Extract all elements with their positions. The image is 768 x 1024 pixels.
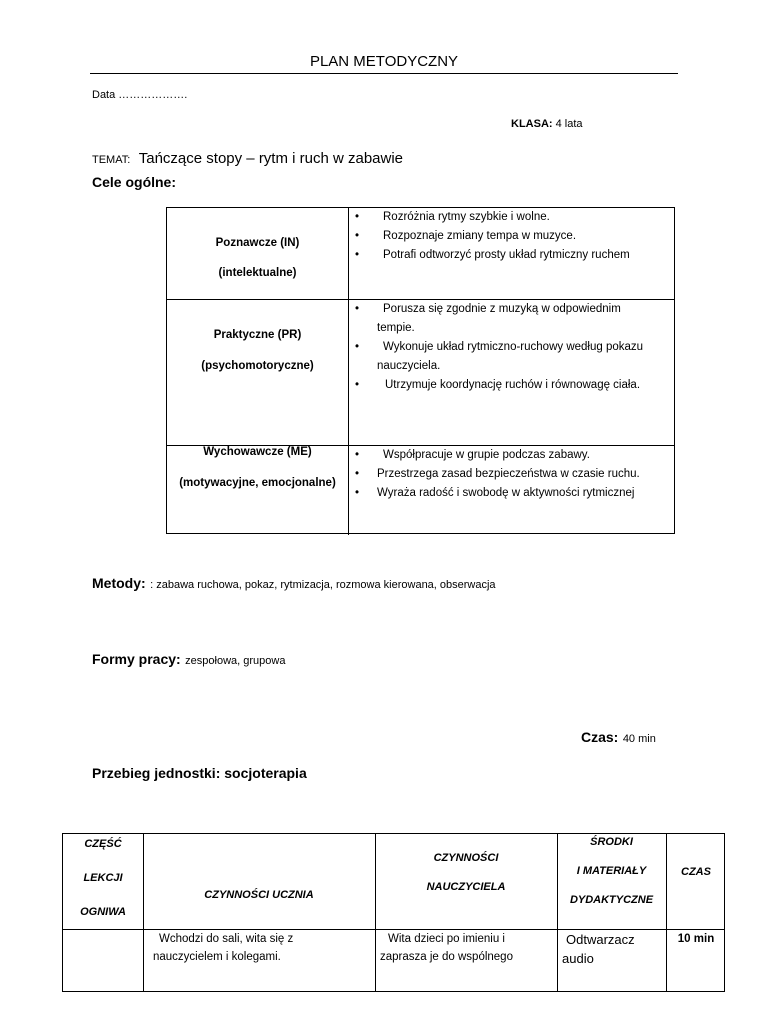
bullet-icon: •: [355, 303, 360, 315]
temat-line: [92, 150, 403, 168]
table-col-divider: [666, 834, 667, 991]
goal-sub: (intelektualne): [218, 267, 297, 279]
date-line: Data ……………….: [92, 89, 188, 101]
goals-table: [166, 207, 675, 534]
bullet-icon: •: [355, 379, 360, 391]
klasa-label: KLASA:: [511, 118, 553, 130]
czas-value: 40 min: [622, 733, 656, 745]
goal-items-cell: • Współpracuje w grupie podczas zabawy. • Przestrzega zasad bezpieczeństwa w czasie ruchu. • Wyraża radość i swobodę w aktywności rytmicznej: [349, 446, 674, 535]
cell-srodki: Odtwarzacz audio: [562, 932, 635, 966]
goal-items-cell: • Rozróżnia rytmy szybkie i wolne. • Rozpoznaje zmiany tempa w muzyce. • Potrafi odtworzyć prosty układ rytmiczny ruchem: [349, 208, 674, 299]
klasa-value: 4 lata: [555, 118, 583, 130]
goal-row-practical: [167, 300, 674, 446]
lesson-table: [62, 833, 725, 992]
goal-sub: (psychomotoryczne): [201, 360, 314, 372]
formy-label: Formy pracy:: [92, 651, 181, 667]
czas-line: [581, 729, 656, 747]
goal-category-cell: [167, 446, 349, 535]
cell-czas: 10 min: [677, 933, 715, 945]
goal-items-cell: • Porusza się zgodnie z muzyką w odpowiednim tempie. • Wykonuje układ rytmiczno-ruchowy według pokazu nauczyciela. • Utrzymuje koordynację ruchów i równowagę ciała.: [349, 300, 674, 445]
header-czesc: CZĘŚĆ LEKCJI OGNIWA: [80, 838, 126, 918]
page-title: PLAN METODYCZNY: [309, 53, 459, 70]
header-ucznia: CZYNNOŚCI UCZNIA: [204, 889, 314, 901]
formy-line: [92, 651, 285, 669]
title-divider: [90, 73, 678, 74]
bullet-icon: •: [355, 487, 360, 499]
formy-value: zespołowa, grupowa: [185, 655, 286, 667]
bullet-icon: •: [355, 449, 360, 461]
metody-line: [92, 575, 496, 593]
goal-name: Wychowawcze (ME): [203, 446, 312, 458]
bullet-icon: •: [355, 211, 360, 223]
header-srodki: ŚRODKI I MATERIAŁY DYDAKTYCZNE: [569, 836, 654, 906]
czas-label: Czas:: [581, 729, 619, 745]
table-col-divider: [143, 834, 144, 991]
klasa-line: [511, 118, 583, 130]
cell-ucznia: Wchodzi do sali, wita się z nauczycielem i kolegami.: [153, 933, 294, 963]
goal-name: Poznawcze (IN): [215, 237, 300, 249]
goal-name: Praktyczne (PR): [213, 329, 302, 341]
goal-row-educational: [167, 446, 674, 535]
header-nauczyciela: CZYNNOŚCI NAUCZYCIELA: [426, 852, 506, 893]
cele-heading: Cele ogólne:: [92, 174, 177, 190]
goal-row-cognitive: [167, 208, 674, 300]
goal-category-cell: [167, 300, 349, 445]
header-czas: CZAS: [681, 866, 711, 878]
bullet-icon: •: [355, 341, 360, 353]
cell-nauczyciela: Wita dzieci po imieniu i zaprasza je do wspólnego: [380, 933, 513, 963]
temat-value: Tańczące stopy – rytm i ruch w zabawie: [138, 150, 404, 167]
goal-category-cell: [167, 208, 349, 299]
bullet-icon: •: [355, 468, 360, 480]
przebieg-heading: Przebieg jednostki: socjoterapia: [92, 765, 307, 781]
bullet-icon: •: [355, 249, 360, 261]
bullet-icon: •: [355, 230, 360, 242]
metody-label: Metody:: [92, 575, 146, 591]
goal-sub: (motywacyjne, emocjonalne): [179, 477, 336, 489]
metody-value: : zabawa ruchowa, pokaz, rytmizacja, rozmowa kierowana, obserwacja: [150, 579, 496, 591]
temat-label: TEMAT:: [92, 154, 131, 166]
